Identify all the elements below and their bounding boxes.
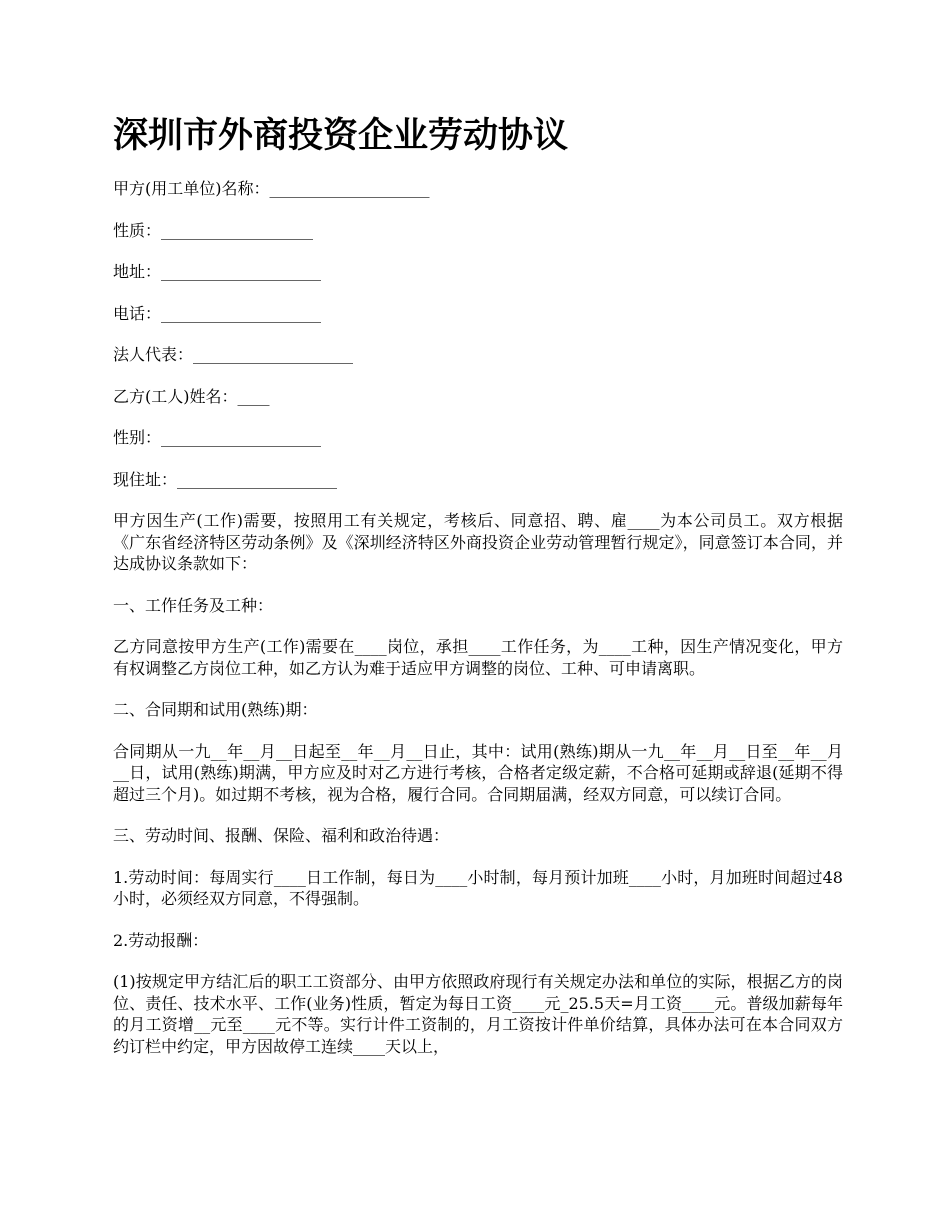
remuneration-heading: 2.劳动报酬：	[113, 930, 209, 950]
field-employee-name: 乙方(工人)姓名：____	[113, 386, 270, 406]
section-2-paragraph: 合同期从一九__年__月__日起至__年__月__日止，其中：试用(熟练)期从一九__年__月__日至__年__月__日，试用(熟练)期满，甲方应及时对乙方进行考核，合格者定级定薪，不合格可延期或辞退(延期不得超过三个月)。如过期不考核，视为合格，履行合同。合同期届满，经双方同意，可以续订合同。	[113, 741, 843, 804]
field-nature: 性质：___________________	[113, 220, 314, 240]
field-gender: 性别：____________________	[113, 428, 322, 447]
working-hours-paragraph: 1.劳动时间：每周实行____日工作制，每日为____小时制，每月预计加班____小时，月加班时间超过48小时，必须经双方同意，不得强制。	[113, 867, 843, 908]
remuneration-paragraph: (1)按规定甲方结汇后的职工工资部分、由甲方依照政府现行有关规定办法和单位的实际，根据乙方的岗位、责任、技术水平、工作(业务)性质，暂定为每日工资____元_25.5天=月工资____元。普级加薪每年的月工资增__元至____元不等。实行计件工资制的，月工资按计件单价结算，具体办法可在本合同双方约订栏中约定，甲方因故停工连续____天以上，	[113, 972, 843, 1056]
document-title: 深圳市外商投资企业劳动协议	[113, 115, 569, 156]
document-body	[113, 178, 843, 1077]
section-heading-1: 一、工作任务及工种：	[113, 595, 274, 615]
field-employer-name: 甲方(用工单位)名称：____________________	[113, 179, 430, 198]
field-address: 地址：____________________	[113, 262, 322, 281]
field-phone: 电话：____________________	[113, 303, 322, 323]
field-legal-representative: 法人代表：____________________	[113, 345, 354, 364]
section-heading-3: 三、劳动时间、报酬、保险、福利和政治待遇：	[113, 826, 450, 845]
section-heading-2: 二、合同期和试用(熟练)期：	[113, 700, 318, 719]
intro-paragraph: 甲方因生产(工作)需要，按照用工有关规定，考核后、同意招、聘、雇____为本公司员工。双方根据《广东省经济特区劳动条例》及《深圳经济特区外商投资企业劳动管理暂行规定》，同意签订本合同，并达成协议条款如下：	[113, 511, 843, 573]
section-1-paragraph: 乙方同意按甲方生产(工作)需要在____岗位，承担____工作任务，为____工种，因生产情况变化，甲方有权调整乙方岗位工种，如乙方认为难于适应甲方调整的岗位、工种、可申请离职。	[113, 637, 843, 678]
field-current-address: 现住址：____________________	[113, 469, 338, 489]
